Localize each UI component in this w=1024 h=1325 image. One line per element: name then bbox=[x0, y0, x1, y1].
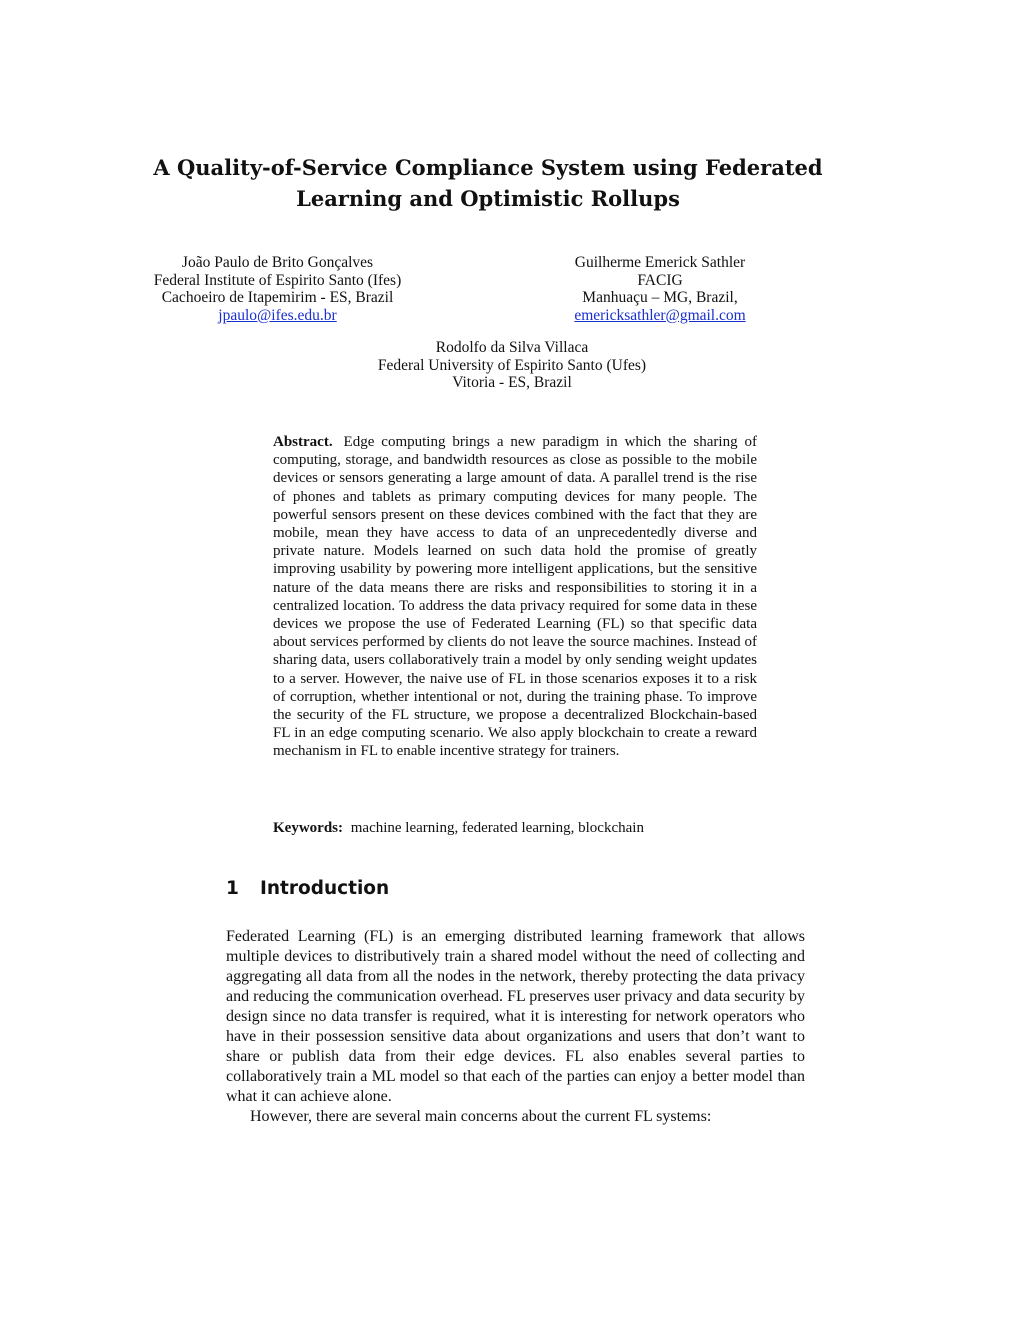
title-line-1: A Quality-of-Service Compliance System using Federated bbox=[153, 155, 823, 180]
author-location: Vitoria - ES, Brazil bbox=[452, 374, 572, 391]
author-affiliation: Federal Institute of Espirito Santo (Ifes) bbox=[153, 271, 402, 289]
author-affiliation: Federal University of Espirito Santo (Ufes) bbox=[377, 356, 647, 374]
author-name: João Paulo de Brito Gonçalves bbox=[181, 254, 374, 271]
paragraph: However, there are several main concerns about the current FL systems: bbox=[250, 1108, 712, 1125]
author-block-2 bbox=[560, 254, 760, 324]
author-email-link[interactable]: jpaulo@ifes.edu.br bbox=[218, 306, 337, 324]
author-name: Guilherme Emerick Sathler bbox=[574, 254, 746, 271]
keywords bbox=[273, 819, 757, 837]
paragraph: Federated Learning (FL) is an emerging distributed learning framework that allows multiple devices to distributively train a shared model without the need of collecting and aggregating all data from all the nodes in the network, thereby protecting the data privacy and reducing the communication overhead. FL preserves user privacy and data security by design since no data transfer is required, what it is interesting for network operators who have in their possession sensitive data about organizations and users that don’t want to share or publish data from their edge devices. FL also enables several parties to collaboratively train a ML model so that each of the parties can enjoy a better model than what it can achieve alone. bbox=[226, 928, 805, 1105]
abstract-text: Edge computing brings a new paradigm in which the sharing of computing, storage, and bandwidth resources as close as possible to the mobile devices or sensors generating a large amount of data. A parallel trend is the rise of phones and tablets as primary computing devices for many people. The powerful sensors present on these devices combined with the fact that they are mobile, mean they have access to data of an unprecedentedly diverse and private nature. Models learned on such data hold the promise of greatly improving usability by powering more intelligent applications, but the sensitive nature of the data means there are risks and responsibilities to storing it in a centralized location. To address the data privacy required for some data in these devices we propose the use of Federated Learning (FL) so that specific data about services performed by clients do not leave the source machines. Instead of sharing data, users collaboratively train a model by only sending weight updates to a server. However, the naive use of FL in those scenarios exposes it to a risk of corruption, whether intentional or not, during the training phase. To improve the security of the FL structure, we propose a decentralized Blockchain-based FL in an edge computing scenario. We also apply blockchain to create a reward mechanism in FL to enable incentive strategy for trainers. bbox=[273, 434, 758, 760]
section-title: Introduction bbox=[260, 878, 390, 899]
keywords-text: machine learning, federated learning, blockchain bbox=[350, 820, 644, 836]
paper-title bbox=[0, 152, 976, 214]
author-location: Cachoeiro de Itapemirim - ES, Brazil bbox=[161, 289, 394, 306]
body-text bbox=[226, 927, 805, 1127]
author-block-1 bbox=[120, 254, 435, 324]
author-email-link[interactable]: emericksathler@gmail.com bbox=[574, 306, 746, 324]
keywords-label: Keywords: bbox=[273, 820, 343, 836]
title-line-2: Learning and Optimistic Rollups bbox=[296, 186, 680, 211]
author-name: Rodolfo da Silva Villaca bbox=[435, 339, 589, 356]
author-affiliation: FACIG bbox=[637, 271, 683, 289]
section-heading bbox=[226, 876, 389, 902]
author-block-3 bbox=[312, 339, 712, 392]
abstract bbox=[273, 433, 757, 761]
section-number: 1 bbox=[226, 878, 239, 899]
author-location: Manhuaçu – MG, Brazil, bbox=[582, 289, 738, 306]
abstract-label: Abstract. bbox=[273, 434, 333, 450]
